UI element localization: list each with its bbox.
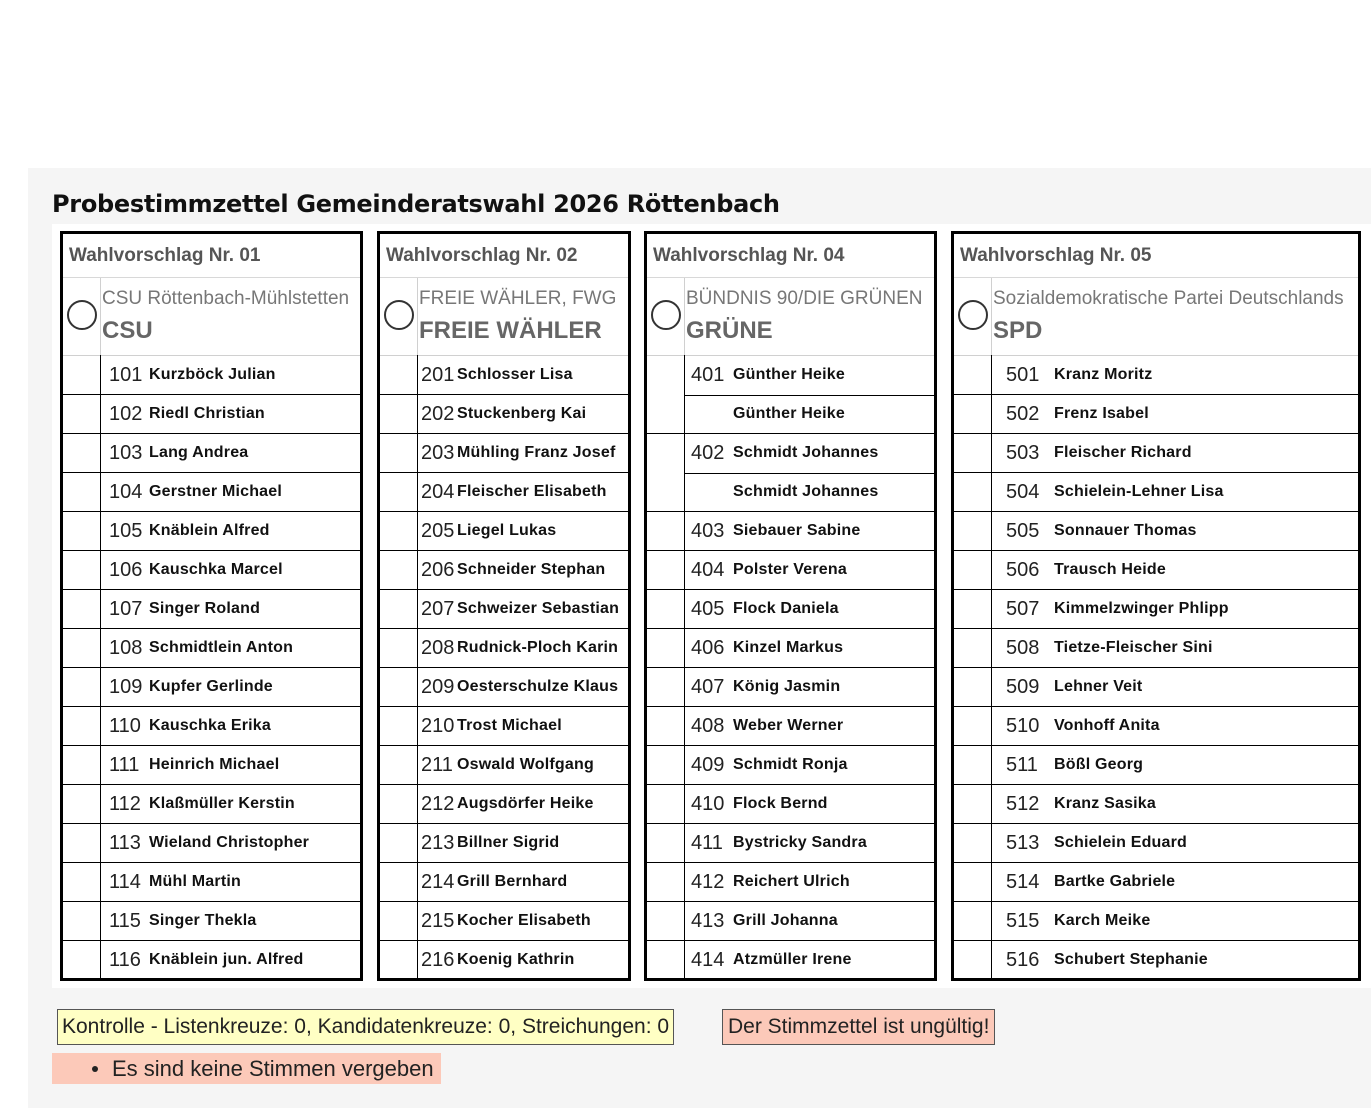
candidate-row[interactable] <box>63 629 360 668</box>
candidate-name[interactable]: Flock Bernd <box>733 795 828 812</box>
candidate-row[interactable] <box>380 863 628 902</box>
candidate-row[interactable] <box>380 434 628 473</box>
candidate-name[interactable]: Liegel Lukas <box>457 522 557 539</box>
candidate-checkbox[interactable] <box>63 823 101 863</box>
candidate-row[interactable] <box>954 863 1358 902</box>
candidate-row[interactable] <box>380 824 628 863</box>
candidate-number: 506 <box>1006 559 1040 581</box>
candidate-number: 407 <box>691 676 725 698</box>
candidate-checkbox[interactable] <box>954 355 992 395</box>
party-short-name: CSU <box>102 317 153 344</box>
candidate-checkbox[interactable] <box>647 745 685 785</box>
candidate-name[interactable]: Sonnauer Thomas <box>1054 522 1197 539</box>
candidate-row[interactable] <box>63 785 360 824</box>
candidate-row[interactable] <box>63 941 360 980</box>
party-row[interactable] <box>647 278 934 356</box>
party-long-name: Sozialdemokratische Partei Deutschlands <box>993 288 1344 309</box>
candidate-number: 212 <box>421 793 455 815</box>
candidate-row[interactable] <box>63 863 360 902</box>
candidate-row[interactable] <box>954 551 1358 590</box>
candidate-checkbox[interactable] <box>647 355 685 396</box>
candidate-number: 211 <box>421 754 453 776</box>
candidate-row[interactable] <box>954 590 1358 629</box>
candidate-number: 412 <box>691 871 725 893</box>
candidate-row[interactable] <box>954 746 1358 785</box>
candidate-checkbox[interactable] <box>380 784 418 824</box>
party-radio-icon[interactable] <box>384 300 414 330</box>
candidate-checkbox[interactable] <box>954 667 992 707</box>
party-row[interactable] <box>63 278 360 356</box>
candidate-checkbox[interactable] <box>63 394 101 434</box>
candidate-row[interactable] <box>63 824 360 863</box>
candidate-checkbox[interactable] <box>63 511 101 551</box>
candidate-row[interactable] <box>954 824 1358 863</box>
candidate-row[interactable] <box>954 395 1358 434</box>
candidate-checkbox[interactable] <box>954 862 992 902</box>
candidate-name[interactable]: Knäblein jun. Alfred <box>149 951 304 968</box>
candidate-number: 201 <box>421 364 455 386</box>
candidate-checkbox[interactable] <box>954 940 992 981</box>
candidate-checkbox[interactable] <box>63 355 101 395</box>
candidate-name[interactable]: Schneider Stephan <box>457 561 606 578</box>
candidate-row[interactable] <box>647 590 934 629</box>
list-box-04 <box>644 231 937 981</box>
candidate-number: 501 <box>1006 364 1040 386</box>
candidate-checkbox[interactable] <box>954 472 992 512</box>
candidate-number: 512 <box>1006 793 1040 815</box>
candidate-number: 114 <box>109 871 141 893</box>
list-header: Wahlvorschlag Nr. 01 <box>63 234 360 278</box>
candidate-name[interactable]: Schweizer Sebastian <box>457 600 620 617</box>
candidate-number: 509 <box>1006 676 1040 698</box>
message-item: Es sind keine Stimmen vergeben <box>112 1056 434 1081</box>
candidate-number: 209 <box>421 676 455 698</box>
candidate-number: 504 <box>1006 481 1040 503</box>
list-header: Wahlvorschlag Nr. 04 <box>647 234 934 278</box>
party-radio-icon[interactable] <box>67 300 97 330</box>
candidate-checkbox[interactable] <box>380 667 418 707</box>
candidate-row[interactable] <box>380 473 628 512</box>
candidate-checkbox[interactable] <box>647 628 685 668</box>
candidate-row[interactable] <box>63 356 360 395</box>
candidate-number: 511 <box>1006 754 1038 776</box>
candidate-name[interactable]: Karch Meike <box>1054 912 1151 929</box>
candidate-row[interactable] <box>954 629 1358 668</box>
candidate-checkbox[interactable] <box>63 433 101 473</box>
party-radio-cell[interactable] <box>647 278 685 355</box>
candidate-name[interactable]: Schmidt Ronja <box>733 756 848 773</box>
candidate-name[interactable]: Singer Roland <box>149 600 261 617</box>
candidate-number: 503 <box>1006 442 1040 464</box>
candidate-checkbox[interactable] <box>380 823 418 863</box>
party-short-name: GRÜNE <box>686 317 773 344</box>
candidate-number: 405 <box>691 598 725 620</box>
candidate-row[interactable] <box>63 746 360 785</box>
candidate-name[interactable]: Kranz Sasika <box>1054 795 1157 812</box>
candidate-checkbox[interactable] <box>380 433 418 473</box>
candidate-checkbox[interactable] <box>63 706 101 746</box>
candidate-name[interactable]: Schmidt Johannes <box>733 483 879 500</box>
party-radio-cell[interactable] <box>63 278 101 355</box>
candidate-name[interactable]: Rudnick-Ploch Karin <box>457 639 619 656</box>
list-box-01 <box>60 231 363 981</box>
candidate-row[interactable] <box>63 512 360 551</box>
candidate-row[interactable] <box>380 356 628 395</box>
party-radio-icon[interactable] <box>651 300 681 330</box>
candidate-number: 514 <box>1006 871 1040 893</box>
candidate-name[interactable]: Wieland Christopher <box>149 834 310 851</box>
candidate-checkbox[interactable] <box>647 589 685 629</box>
candidate-name[interactable]: Kimmelzwinger Phlipp <box>1054 600 1229 617</box>
candidate-number: 515 <box>1006 910 1040 932</box>
candidate-checkbox[interactable] <box>380 706 418 746</box>
candidate-row[interactable] <box>380 785 628 824</box>
candidate-checkbox[interactable] <box>63 667 101 707</box>
candidate-checkbox[interactable] <box>647 706 685 746</box>
candidate-name[interactable]: Oswald Wolfgang <box>457 756 594 773</box>
candidate-name[interactable]: Grill Bernhard <box>457 873 568 890</box>
candidate-row[interactable] <box>63 902 360 941</box>
candidate-name[interactable]: Grill Johanna <box>733 912 838 929</box>
candidate-row[interactable] <box>954 941 1358 980</box>
list-header: Wahlvorschlag Nr. 02 <box>380 234 628 278</box>
candidate-row[interactable] <box>954 785 1358 824</box>
candidate-checkbox[interactable] <box>380 940 418 981</box>
candidate-number: 505 <box>1006 520 1040 542</box>
candidate-number: 510 <box>1006 715 1040 737</box>
candidate-name[interactable]: Kocher Elisabeth <box>457 912 591 929</box>
candidate-number: 101 <box>109 364 143 386</box>
candidate-checkbox[interactable] <box>647 550 685 590</box>
candidate-row[interactable] <box>380 395 628 434</box>
candidate-checkbox[interactable] <box>380 745 418 785</box>
candidate-name[interactable]: Kauschka Marcel <box>149 561 283 578</box>
candidate-number: 406 <box>691 637 725 659</box>
candidate-name[interactable]: Frenz Isabel <box>1054 405 1149 422</box>
candidate-name[interactable]: Bartke Gabriele <box>1054 873 1176 890</box>
candidate-name[interactable]: Flock Daniela <box>733 600 839 617</box>
candidate-name[interactable]: Kurzböck Julian <box>149 366 276 383</box>
candidate-row[interactable] <box>647 512 934 551</box>
party-short-name: FREIE WÄHLER <box>419 317 602 344</box>
candidate-row[interactable] <box>63 551 360 590</box>
candidate-row[interactable] <box>380 746 628 785</box>
candidate-checkbox[interactable] <box>954 511 992 551</box>
candidate-checkbox[interactable] <box>647 394 685 434</box>
candidate-name[interactable]: Schielein Eduard <box>1054 834 1188 851</box>
candidate-checkbox[interactable] <box>954 589 992 629</box>
candidate-name[interactable]: Günther Heike <box>733 366 845 383</box>
candidate-checkbox[interactable] <box>647 511 685 551</box>
list-header: Wahlvorschlag Nr. 05 <box>954 234 1358 278</box>
party-radio-cell[interactable] <box>954 278 992 355</box>
candidate-name[interactable]: Kauschka Erika <box>149 717 271 734</box>
candidate-name[interactable]: Riedl Christian <box>149 405 265 422</box>
candidate-number: 401 <box>691 364 725 386</box>
candidate-number: 203 <box>421 442 455 464</box>
candidate-name[interactable]: Kupfer Gerlinde <box>149 678 273 695</box>
candidate-row[interactable] <box>647 863 934 902</box>
candidate-checkbox[interactable] <box>63 472 101 512</box>
candidate-name[interactable]: Trost Michael <box>457 717 562 734</box>
candidate-row[interactable] <box>380 668 628 707</box>
candidate-row[interactable] <box>63 473 360 512</box>
candidate-number: 205 <box>421 520 455 542</box>
candidate-number: 210 <box>421 715 455 737</box>
candidate-number: 411 <box>691 832 723 854</box>
candidate-checkbox[interactable] <box>63 901 101 941</box>
candidate-checkbox[interactable] <box>647 940 685 981</box>
candidate-number: 207 <box>421 598 455 620</box>
candidate-row[interactable] <box>954 707 1358 746</box>
candidate-list <box>954 356 1358 980</box>
candidate-number: 110 <box>109 715 141 737</box>
candidate-number: 413 <box>691 910 725 932</box>
candidate-name[interactable]: Augsdörfer Heike <box>457 795 594 812</box>
candidate-checkbox[interactable] <box>647 433 685 474</box>
candidate-checkbox[interactable] <box>954 823 992 863</box>
candidate-checkbox[interactable] <box>954 745 992 785</box>
candidate-name[interactable]: Knäblein Alfred <box>149 522 270 539</box>
party-short-name: SPD <box>993 317 1043 344</box>
candidate-row[interactable] <box>647 707 934 746</box>
candidate-name[interactable]: Billner Sigrid <box>457 834 560 851</box>
candidate-checkbox[interactable] <box>380 511 418 551</box>
candidate-row[interactable] <box>954 902 1358 941</box>
candidate-name[interactable]: Atzmüller Irene <box>733 951 852 968</box>
candidate-number: 102 <box>109 403 143 425</box>
candidate-row[interactable] <box>954 356 1358 395</box>
candidate-name[interactable]: Günther Heike <box>733 405 845 422</box>
candidate-number: 508 <box>1006 637 1040 659</box>
candidate-row[interactable] <box>380 941 628 980</box>
candidate-name[interactable]: Lehner Veit <box>1054 678 1143 695</box>
candidate-number: 502 <box>1006 403 1040 425</box>
candidate-row[interactable] <box>380 512 628 551</box>
candidate-name[interactable]: König Jasmin <box>733 678 841 695</box>
candidate-number: 111 <box>109 754 140 776</box>
candidate-row[interactable] <box>954 434 1358 473</box>
candidate-name[interactable]: Mühl Martin <box>149 873 241 890</box>
candidate-checkbox[interactable] <box>380 901 418 941</box>
candidate-name[interactable]: Heinrich Michael <box>149 756 280 773</box>
candidate-number: 513 <box>1006 832 1040 854</box>
candidate-number: 410 <box>691 793 725 815</box>
party-long-name: FREIE WÄHLER, FWG <box>419 288 617 309</box>
candidate-row[interactable] <box>647 746 934 785</box>
candidate-number: 112 <box>109 793 141 815</box>
party-long-name: BÜNDNIS 90/DIE GRÜNEN <box>686 288 923 309</box>
candidate-number: 507 <box>1006 598 1040 620</box>
candidate-checkbox[interactable] <box>63 745 101 785</box>
candidate-number: 206 <box>421 559 455 581</box>
candidate-checkbox[interactable] <box>380 472 418 512</box>
party-radio-icon[interactable] <box>958 300 988 330</box>
candidate-number: 116 <box>109 949 141 971</box>
candidate-number: 103 <box>109 442 143 464</box>
candidate-name[interactable]: Weber Werner <box>733 717 844 734</box>
candidate-row[interactable] <box>647 473 934 512</box>
candidate-checkbox[interactable] <box>647 472 685 512</box>
candidate-list <box>380 356 628 980</box>
candidate-number: 414 <box>691 949 725 971</box>
candidate-checkbox[interactable] <box>63 589 101 629</box>
candidate-number: 409 <box>691 754 725 776</box>
candidate-row[interactable] <box>380 902 628 941</box>
candidate-number: 408 <box>691 715 725 737</box>
candidate-checkbox[interactable] <box>954 784 992 824</box>
candidate-list <box>63 356 360 980</box>
candidate-number: 113 <box>109 832 141 854</box>
candidate-name[interactable]: Vonhoff Anita <box>1054 717 1160 734</box>
candidate-name[interactable]: Polster Verena <box>733 561 847 578</box>
candidate-name[interactable]: Mühling Franz Josef <box>457 444 616 461</box>
candidate-number: 108 <box>109 637 143 659</box>
candidate-checkbox[interactable] <box>954 706 992 746</box>
candidate-checkbox[interactable] <box>380 394 418 434</box>
candidate-row[interactable] <box>647 551 934 590</box>
candidate-checkbox[interactable] <box>954 394 992 434</box>
candidate-name[interactable]: Schielein-Lehner Lisa <box>1054 483 1224 500</box>
candidate-checkbox[interactable] <box>647 784 685 824</box>
control-status: Kontrolle - Listenkreuze: 0, Kandidatenkreuze: 0, Streichungen: 0 <box>57 1009 674 1045</box>
party-row[interactable] <box>954 278 1358 356</box>
candidate-row[interactable] <box>647 785 934 824</box>
candidate-list <box>647 356 934 980</box>
candidate-checkbox[interactable] <box>647 823 685 863</box>
candidate-row[interactable] <box>647 941 934 980</box>
candidate-name[interactable]: Siebauer Sabine <box>733 522 861 539</box>
candidate-checkbox[interactable] <box>647 901 685 941</box>
page-title: Probestimmzettel Gemeinderatswahl 2026 Röttenbach <box>52 190 780 218</box>
candidate-checkbox[interactable] <box>63 862 101 902</box>
candidate-row[interactable] <box>647 824 934 863</box>
candidate-name[interactable]: Reichert Ulrich <box>733 873 850 890</box>
candidate-number: 214 <box>421 871 455 893</box>
candidate-checkbox[interactable] <box>954 901 992 941</box>
candidate-number: 215 <box>421 910 455 932</box>
invalid-status: Der Stimmzettel ist ungültig! <box>722 1009 995 1045</box>
candidate-checkbox[interactable] <box>380 862 418 902</box>
candidate-row[interactable] <box>647 629 934 668</box>
party-long-name: CSU Röttenbach-Mühlstetten <box>102 288 350 309</box>
candidate-number: 109 <box>109 676 143 698</box>
candidate-name[interactable]: Singer Thekla <box>149 912 257 929</box>
candidate-row[interactable] <box>954 512 1358 551</box>
party-radio-cell[interactable] <box>380 278 418 355</box>
candidate-name[interactable]: Oesterschulze Klaus <box>457 678 619 695</box>
candidate-number: 104 <box>109 481 143 503</box>
candidate-name[interactable]: Schlosser Lisa <box>457 366 573 383</box>
candidate-row[interactable] <box>380 629 628 668</box>
candidate-name[interactable]: Tietze-Fleischer Sini <box>1054 639 1213 656</box>
candidate-number: 107 <box>109 598 143 620</box>
list-box-02 <box>377 231 631 981</box>
candidate-name[interactable]: Stuckenberg Kai <box>457 405 587 422</box>
candidate-number: 204 <box>421 481 455 503</box>
candidate-row[interactable] <box>380 707 628 746</box>
candidate-checkbox[interactable] <box>63 628 101 668</box>
candidate-checkbox[interactable] <box>380 355 418 395</box>
candidate-row[interactable] <box>63 707 360 746</box>
candidate-row[interactable] <box>63 434 360 473</box>
candidate-row[interactable] <box>63 590 360 629</box>
candidate-name[interactable]: Bystricky Sandra <box>733 834 867 851</box>
candidate-row[interactable] <box>954 473 1358 512</box>
candidate-checkbox[interactable] <box>380 550 418 590</box>
candidate-row[interactable] <box>954 668 1358 707</box>
candidate-number: 208 <box>421 637 455 659</box>
candidate-checkbox[interactable] <box>954 433 992 473</box>
candidate-number: 516 <box>1006 949 1040 971</box>
candidate-row[interactable] <box>63 668 360 707</box>
candidate-number: 213 <box>421 832 455 854</box>
candidate-checkbox[interactable] <box>63 940 101 981</box>
candidate-number: 403 <box>691 520 725 542</box>
candidate-name[interactable]: Kranz Moritz <box>1054 366 1153 383</box>
candidate-number: 106 <box>109 559 143 581</box>
bullet-icon <box>92 1066 98 1072</box>
candidate-row[interactable] <box>647 668 934 707</box>
candidate-number: 404 <box>691 559 725 581</box>
candidate-row[interactable] <box>647 395 934 434</box>
candidate-number: 202 <box>421 403 455 425</box>
candidate-name[interactable]: Koenig Kathrin <box>457 951 575 968</box>
candidate-name[interactable]: Schmidt Johannes <box>733 444 879 461</box>
candidate-row[interactable] <box>380 590 628 629</box>
candidate-row[interactable] <box>647 356 934 395</box>
candidate-number: 105 <box>109 520 143 542</box>
candidate-row[interactable] <box>63 395 360 434</box>
candidate-number: 216 <box>421 949 455 971</box>
list-box-05 <box>951 231 1361 981</box>
candidate-checkbox[interactable] <box>63 550 101 590</box>
candidate-name[interactable]: Fleischer Richard <box>1054 444 1192 461</box>
candidate-name[interactable]: Klaßmüller Kerstin <box>149 795 295 812</box>
candidate-name[interactable]: Schubert Stephanie <box>1054 951 1208 968</box>
candidate-row[interactable] <box>647 434 934 473</box>
party-row[interactable] <box>380 278 628 356</box>
candidate-checkbox[interactable] <box>380 628 418 668</box>
candidate-row[interactable] <box>647 902 934 941</box>
candidate-number: 115 <box>109 910 141 932</box>
candidate-number: 402 <box>691 442 725 464</box>
candidate-name[interactable]: Kinzel Markus <box>733 639 844 656</box>
candidate-name[interactable]: Bößl Georg <box>1054 756 1144 773</box>
candidate-name[interactable]: Gerstner Michael <box>149 483 283 500</box>
candidate-checkbox[interactable] <box>380 589 418 629</box>
candidate-checkbox[interactable] <box>647 667 685 707</box>
candidate-name[interactable]: Schmidtlein Anton <box>149 639 294 656</box>
candidate-name[interactable]: Trausch Heide <box>1054 561 1166 578</box>
candidate-checkbox[interactable] <box>954 550 992 590</box>
candidate-checkbox[interactable] <box>954 628 992 668</box>
candidate-checkbox[interactable] <box>647 862 685 902</box>
candidate-name[interactable]: Lang Andrea <box>149 444 249 461</box>
candidate-checkbox[interactable] <box>63 784 101 824</box>
candidate-row[interactable] <box>380 551 628 590</box>
candidate-name[interactable]: Fleischer Elisabeth <box>457 483 607 500</box>
